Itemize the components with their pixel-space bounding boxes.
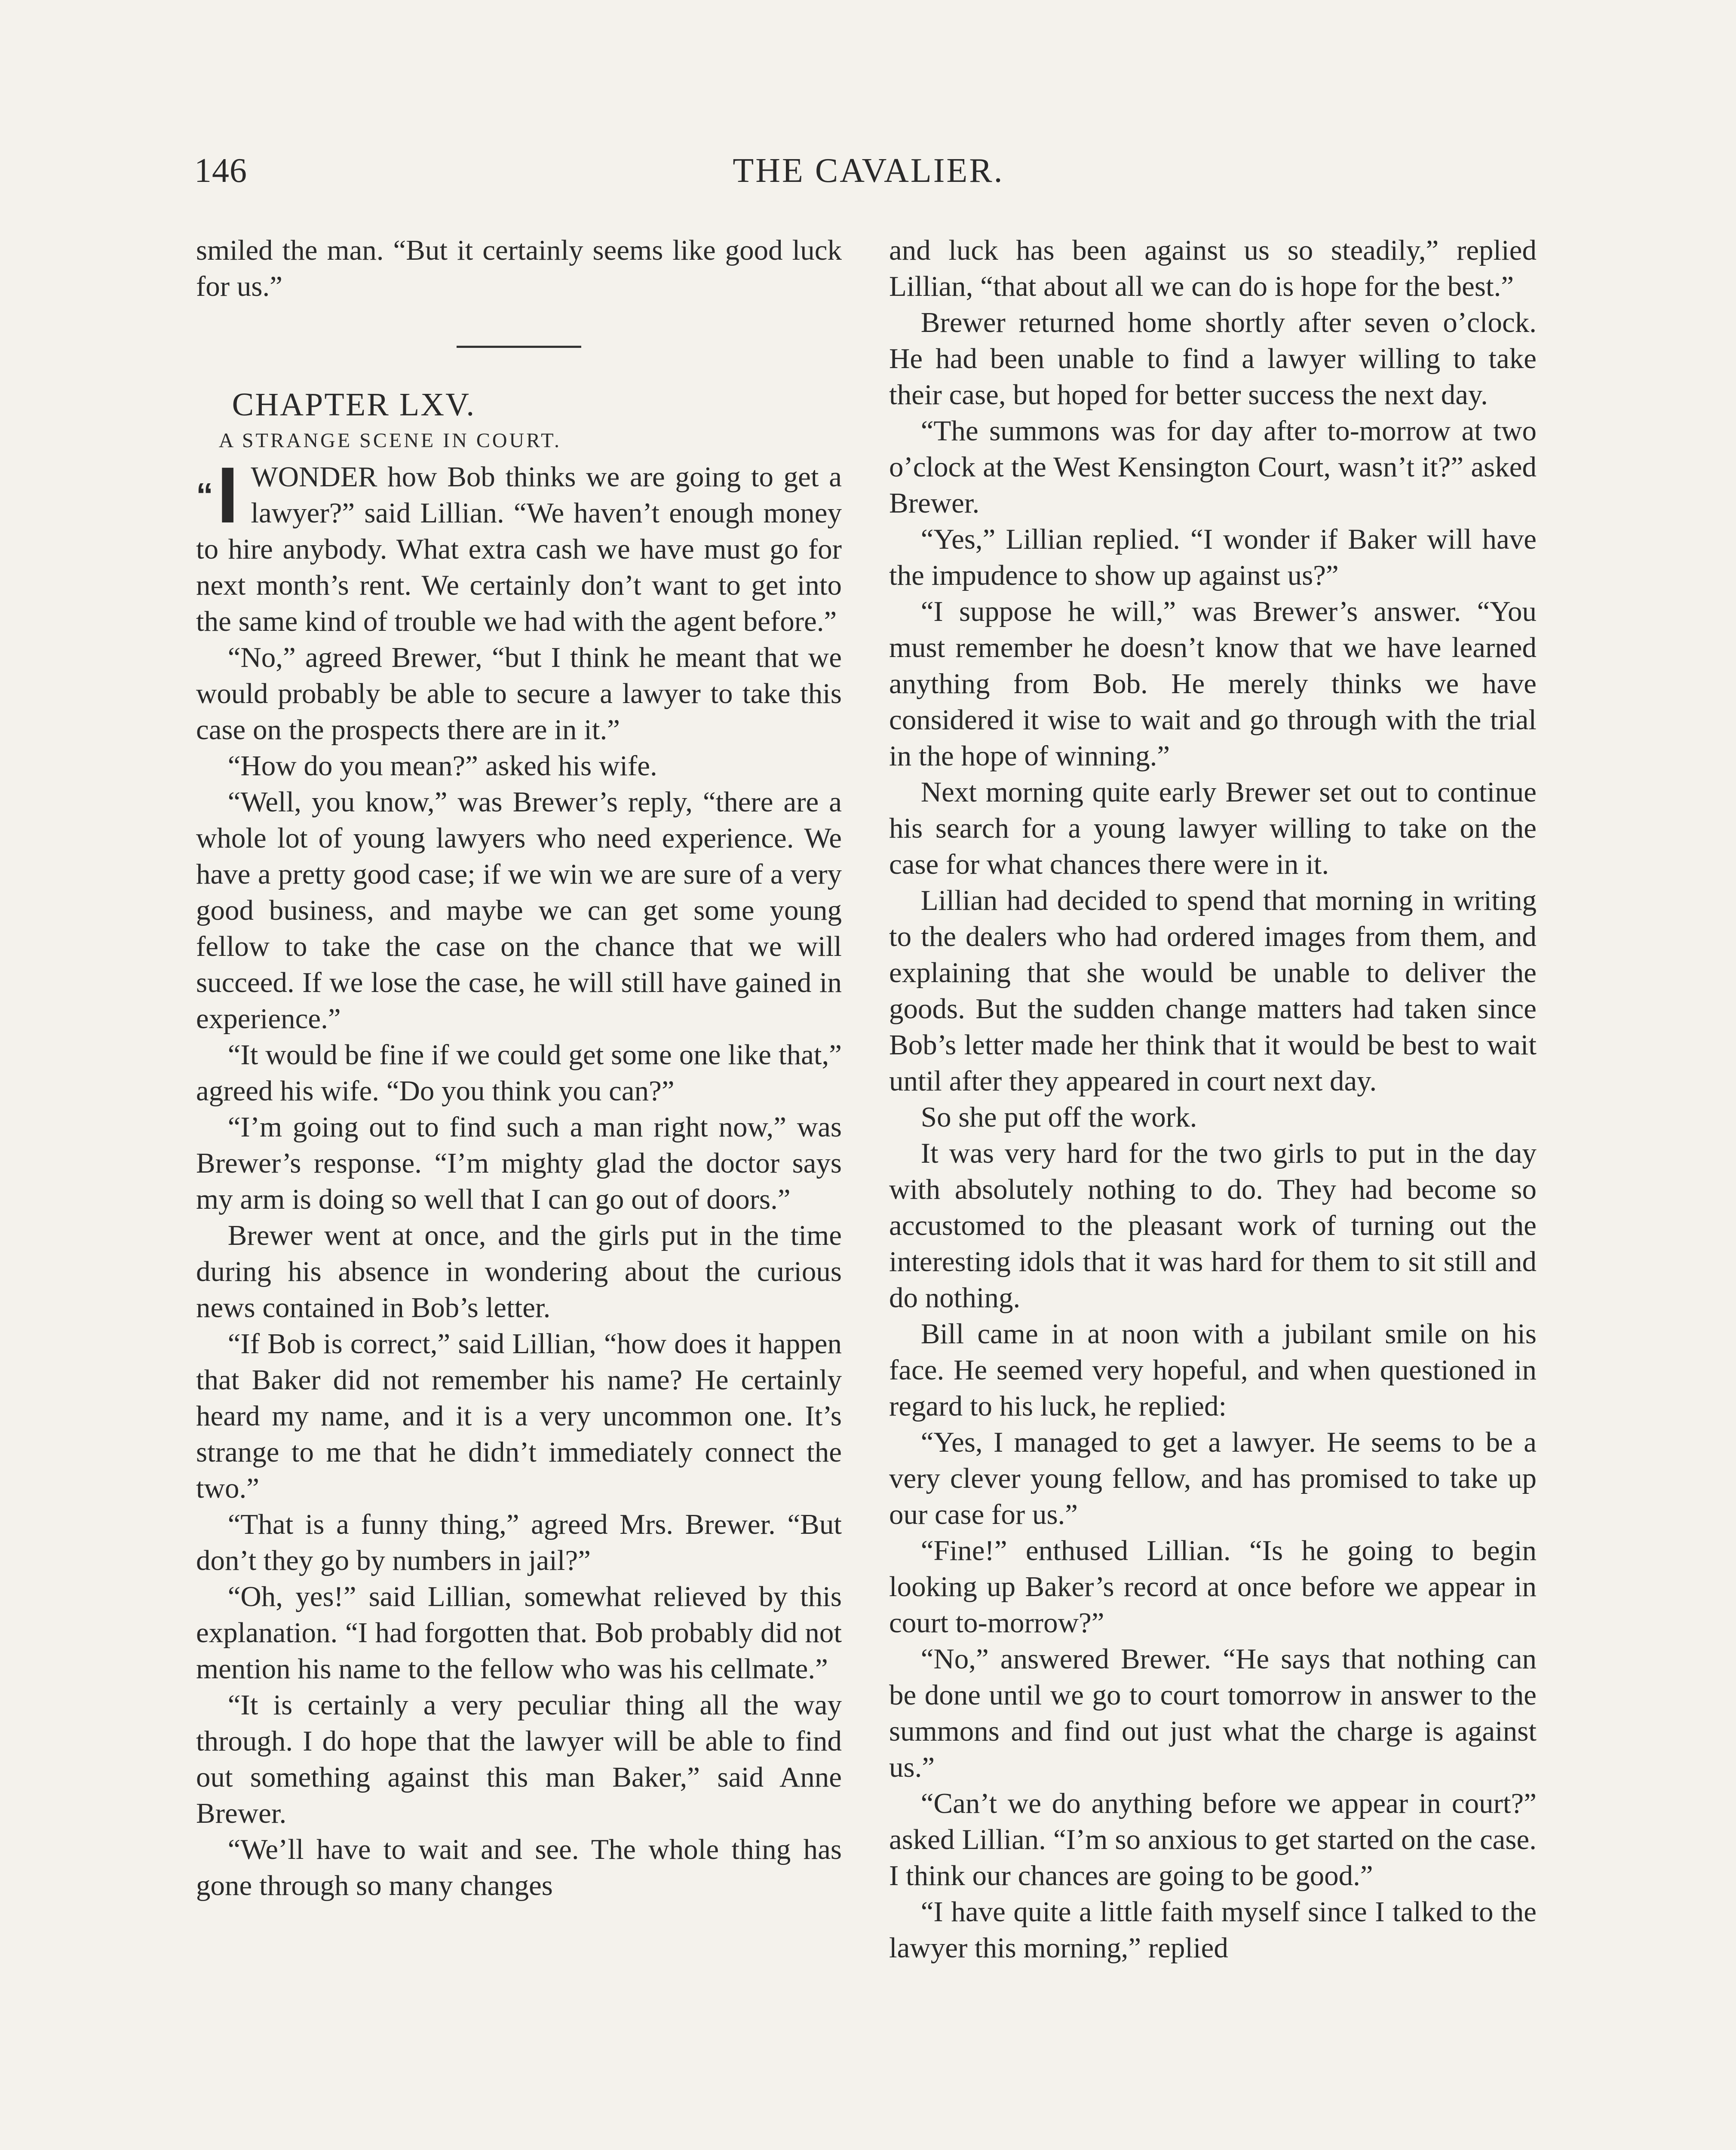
chapter-subtitle: A STRANGE SCENE IN COURT. bbox=[218, 429, 562, 452]
paragraph: “The summons was for day after to-morrow at two o’clock at the West Kensington Court, wasn’t it?” asked Brewer. bbox=[889, 415, 1537, 519]
paragraph: “It would be fine if we could get some one like that,” agreed his wife. “Do you think you can?” bbox=[196, 1039, 842, 1107]
paragraph: Brewer returned home shortly after seven o’clock. He had been unable to find a lawyer willing to take their case, but hoped for better success the next day. bbox=[889, 307, 1537, 411]
paragraph: Brewer went at once, and the girls put in the time during his absence in wondering about the curious news contained in Bob’s letter. bbox=[196, 1219, 842, 1324]
paragraph: Bill came in at noon with a jubilant smile on his face. He seemed very hopeful, and when questioned in regard to his luck, he replied: bbox=[889, 1318, 1537, 1422]
paragraph: “No,” answered Brewer. “He says that nothing can be done until we go to court tomorrow in answer to the summons and find out just what the charge is against us.” bbox=[889, 1643, 1537, 1783]
page-number: 146 bbox=[194, 152, 247, 190]
lead-paragraph: and luck has been against us so steadily,” replied Lillian, “that about all we can do is hope for the best.” bbox=[889, 234, 1537, 302]
drop-cap-letter: I bbox=[217, 451, 239, 540]
paragraph: “Oh, yes!” said Lillian, somewhat relieved by this explanation. “I had forgotten that. Bob probably did not mention his name to the fellow who was his cellmate.” bbox=[196, 1581, 842, 1685]
paragraph: So she put off the work. bbox=[920, 1101, 1197, 1133]
paragraph: “Well, you know,” was Brewer’s reply, “there are a whole lot of young lawyers who need experience. We have a pretty good case; if we win we are sure of a very good business, and maybe we can get some young fellow to take the case on the chance that we will succeed. If we lose the case, he will still have gained in experience.” bbox=[196, 786, 842, 1035]
paragraph: “Fine!” enthused Lillian. “Is he going to begin looking up Baker’s record at once before we appear in court to-morrow?” bbox=[889, 1535, 1537, 1639]
right-column bbox=[889, 232, 1537, 1966]
paragraph: “I’m going out to find such a man right now,” was Brewer’s response. “I’m mighty glad the doctor says my arm is doing so well that I can go out of doors.” bbox=[196, 1111, 842, 1215]
paragraph: “Yes,” Lillian replied. “I wonder if Baker will have the impudence to show up against us?” bbox=[889, 523, 1537, 591]
paragraph: “That is a funny thing,” agreed Mrs. Brewer. “But don’t they go by numbers in jail?” bbox=[196, 1508, 842, 1576]
paragraph: “No,” agreed Brewer, “but I think he meant that we would probably be able to secure a lawyer to take this case on the prospects there are in it.” bbox=[196, 642, 842, 746]
opening-paragraph-text: WONDER how Bob thinks we are going to get a lawyer?” said Lillian. “We haven’t enough money to hire anybody. What extra cash we have must go for next month’s rent. We certainly don’t want to get into the same kind of trouble we had with the agent before.” bbox=[196, 461, 842, 637]
lead-paragraph: smiled the man. “But it certainly seems like good luck for us.” bbox=[196, 234, 842, 302]
paragraph: “Can’t we do anything before we appear in court?” asked Lillian. “I’m so anxious to get started on the case. I think our chances are going to be good.” bbox=[889, 1788, 1537, 1892]
paragraph: “We’ll have to wait and see. The whole thing has gone through so many changes bbox=[196, 1834, 842, 1901]
paragraph: “How do you mean?” asked his wife. bbox=[227, 750, 657, 782]
paragraph: Lillian had decided to spend that morning in writing to the dealers who had ordered images from them, and explaining that she would be unable to deliver the goods. But the sudden change matters had taken since Bob’s letter made her think that it would be best to wait until after they appeared in court next day. bbox=[889, 885, 1537, 1097]
paragraph: “Yes, I managed to get a lawyer. He seems to be a very clever young fellow, and has promised to take up our case for us.” bbox=[889, 1426, 1537, 1530]
drop-cap-quote: “ bbox=[196, 476, 213, 514]
paragraph: Next morning quite early Brewer set out to continue his search for a young lawyer willing to take on the case for what chances there were in it. bbox=[889, 776, 1537, 880]
paragraph: “I suppose he will,” was Brewer’s answer. “You must remember he doesn’t know that we have learned anything from Bob. He merely thinks we have considered it wise to wait and go through with the trial in the hope of winning.” bbox=[889, 596, 1537, 772]
running-head: THE CAVALIER. bbox=[733, 152, 1004, 190]
drop-cap bbox=[196, 451, 239, 540]
left-column bbox=[196, 232, 842, 1904]
opening-paragraph bbox=[196, 451, 842, 639]
chapter-separator-rule bbox=[457, 346, 581, 348]
paragraph: It was very hard for the two girls to put in the day with absolutely nothing to do. They had become so accustomed to the pleasant work of turning out the interesting idols that it was hard for them to sit still and do nothing. bbox=[889, 1137, 1537, 1314]
paragraph: “It is certainly a very peculiar thing all the way through. I do hope that the lawyer will be able to find out something against this man Baker,” said Anne Brewer. bbox=[196, 1689, 842, 1829]
chapter-title: CHAPTER LXV. bbox=[232, 387, 476, 423]
paragraph: “If Bob is correct,” said Lillian, “how does it happen that Baker did not remember his name? He certainly heard my name, and it is a very uncommon one. It’s strange to me that he didn’t immediately connect the two.” bbox=[196, 1328, 842, 1504]
paragraph: “I have quite a little faith myself since I talked to the lawyer this morning,” replied bbox=[889, 1896, 1537, 1964]
